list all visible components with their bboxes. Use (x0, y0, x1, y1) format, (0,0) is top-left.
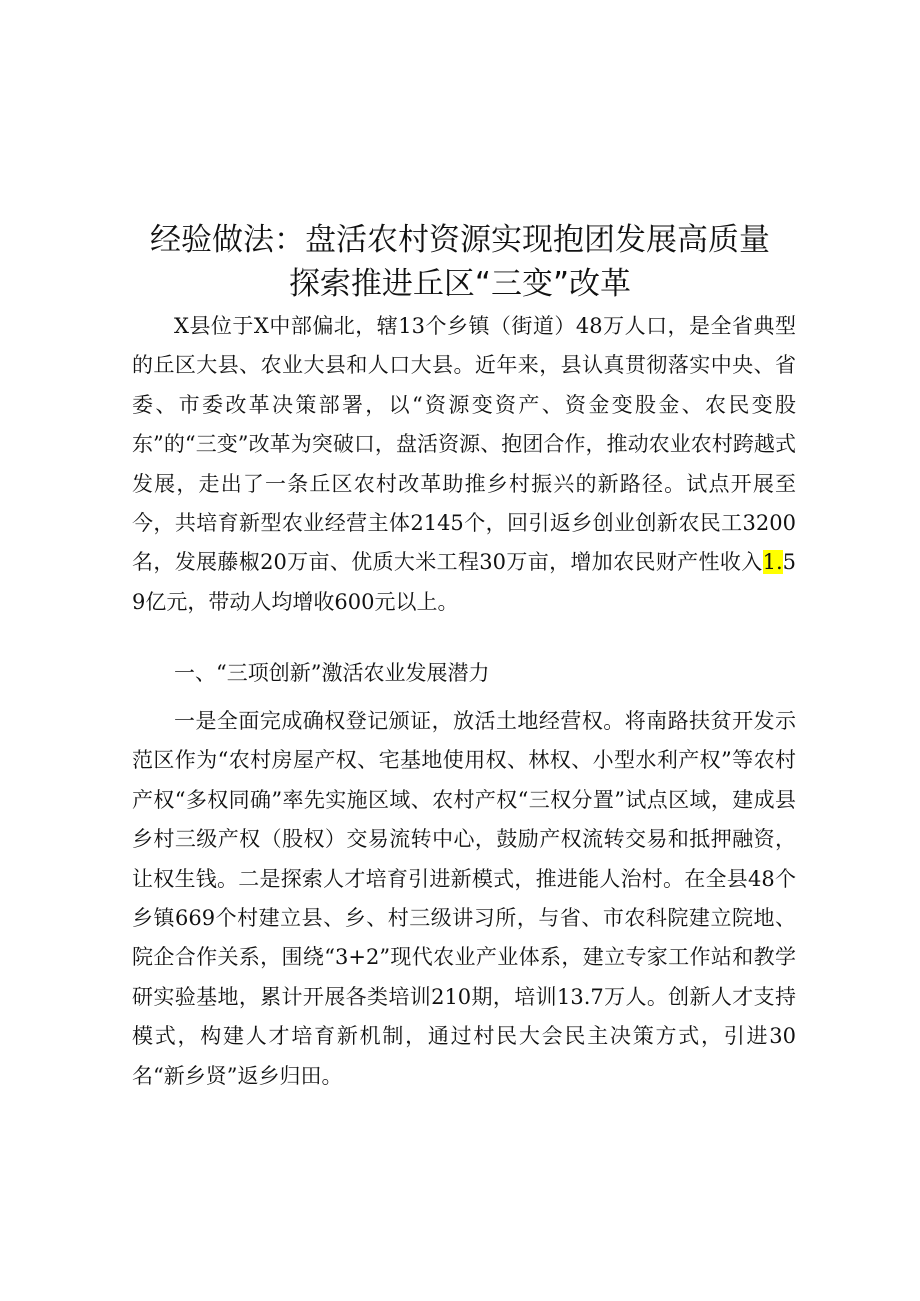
document-title (100, 218, 820, 306)
section-1-heading: 一、“三项创新”激活农业发展潜力 (174, 661, 490, 685)
intro-paragraph (132, 307, 796, 622)
section-1-paragraph-block (132, 702, 796, 1096)
section-1-heading-block (132, 654, 796, 693)
title-line-2: 探索推进丘区“三变”改革 (288, 266, 632, 302)
title-line-1: 经验做法：盘活农村资源实现抱团发展高质量 (150, 222, 770, 258)
intro-paragraph-block (132, 307, 796, 622)
section-1-paragraph: 一是全面完成确权登记颁证，放活土地经营权。将南路扶贫开发示范区作为“农村房屋产权、宅基地使用权、林权、小型水利产权”等农村产权“多权同确”率先实施区域、农村产权“三权分置”试点区域，建成县乡村三级产权（股权）交易流转中心，鼓励产权流转交易和抵押融资，让权生钱。二是探索人才培育引进新模式，推进能人治村。在全县48个乡镇669个村建立县、乡、村三级讲习所，与省、市农科院建立院地、院企合作关系，围绕“3+2”现代农业产业体系，建立专家工作站和教学研实验基地，累计开展各类培训210期，培训13.7万人。创新人才支持模式，构建人才培育新机制，通过村民大会民主决策方式，引进30名“新乡贤”返乡归田。 (132, 709, 796, 1088)
highlighted-text: 1. (762, 550, 783, 575)
intro-text-before-highlight: X县位于X中部偏北，辖13个乡镇（街道）48万人口，是全省典型的丘区大县、农业大县和人口大县。近年来，县认真贯彻落实中央、省委、市委改革决策部署，以“资源变资产、资金变股金、农民变股东”的“三变”改革为突破口，盘活资源、抱团合作，推动农业农村跨越式发展，走出了一条丘区农村改革助推乡村振兴的新路径。试点开展至今，共培育新型农业经营主体2145个，回引返乡创业创新农民工3200名，发展藤椒20万亩、优质大米工程30万亩，增加农民财产性收入 (132, 314, 796, 575)
intro-text-after-highlight: 59亿元，带动人均增收600元以上。 (132, 550, 796, 614)
